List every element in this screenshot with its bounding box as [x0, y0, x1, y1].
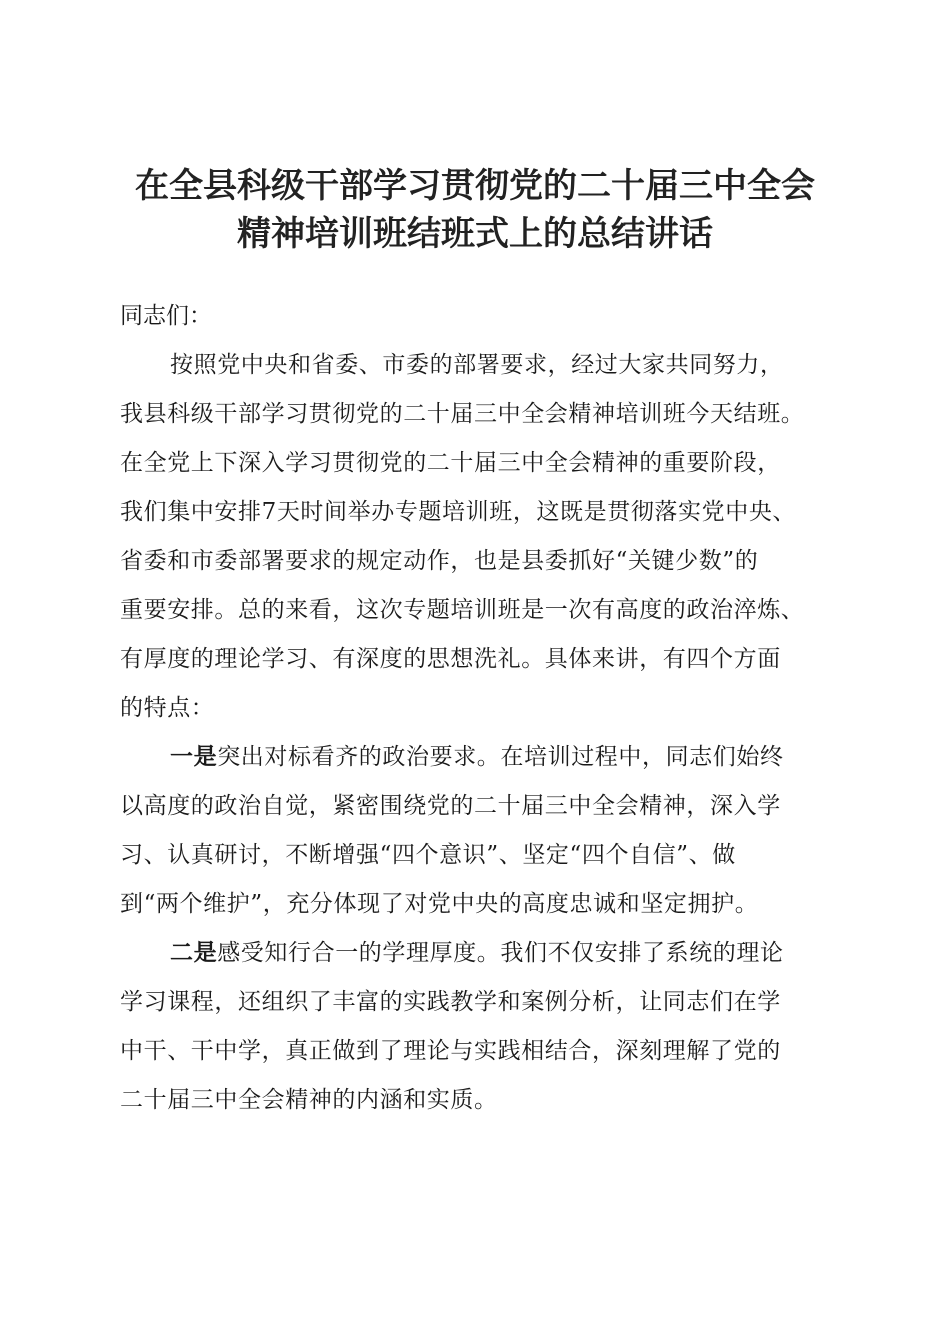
- point-one-paragraph: [120, 733, 840, 929]
- intro-paragraph: [120, 341, 840, 733]
- paragraph-line: 二十届三中全会精神的内涵和实质。: [120, 1087, 498, 1113]
- point-one-first-line: 突出对标看齐的政治要求。在培训过程中，同志们始终: [217, 744, 784, 770]
- point-two-first-line: 感受知行合一的学理厚度。我们不仅安排了系统的理论: [217, 940, 784, 966]
- paragraph-line: 中干、干中学，真正做到了理论与实践相结合，深刻理解了党的: [120, 1038, 781, 1064]
- title-line-2: 精神培训班结班式上的总结讲话: [237, 214, 713, 254]
- paragraph-line: [120, 929, 840, 978]
- title-line-1: 在全县科级干部学习贯彻党的二十届三中全会: [135, 166, 815, 206]
- paragraph-line: 以高度的政治自觉，紧密围绕党的二十届三中全会精神，深入学: [120, 793, 781, 819]
- paragraph-line: 习、认真研讨，不断增强“四个意识”、坚定“四个自信”、做: [120, 842, 736, 868]
- paragraph-line: 重要安排。总的来看，这次专题培训班是一次有高度的政治淬炼、: [120, 597, 805, 623]
- paragraph-line: 省委和市委部署要求的规定动作，也是县委抓好“关键少数”的: [120, 548, 759, 574]
- salutation: 同志们：: [120, 303, 212, 329]
- paragraph-line: 有厚度的理论学习、有深度的思想洗礼。具体来讲，有四个方面: [120, 646, 781, 672]
- paragraph-line: [120, 733, 840, 782]
- point-two-lead: 二是: [170, 940, 218, 966]
- point-two-paragraph: [120, 929, 840, 1125]
- paragraph-line: 的特点：: [120, 695, 215, 721]
- paragraph-line: 在全党上下深入学习贯彻党的二十届三中全会精神的重要阶段，: [120, 450, 781, 476]
- point-one-lead: 一是: [170, 744, 218, 770]
- paragraph-line: 学习课程，还组织了丰富的实践教学和案例分析，让同志们在学: [120, 989, 781, 1015]
- paragraph-line: 我们集中安排7天时间举办专题培训班，这既是贯彻落实党中央、: [120, 499, 797, 525]
- paragraph-line: 我县科级干部学习贯彻党的二十届三中全会精神培训班今天结班。: [120, 401, 805, 427]
- document-body: [120, 292, 840, 1125]
- document-title: [60, 162, 890, 258]
- paragraph-line: 按照党中央和省委、市委的部署要求，经过大家共同努力，: [170, 352, 784, 378]
- paragraph-line: 到“两个维护”，充分体现了对党中央的高度忠诚和坚定拥护。: [120, 891, 759, 917]
